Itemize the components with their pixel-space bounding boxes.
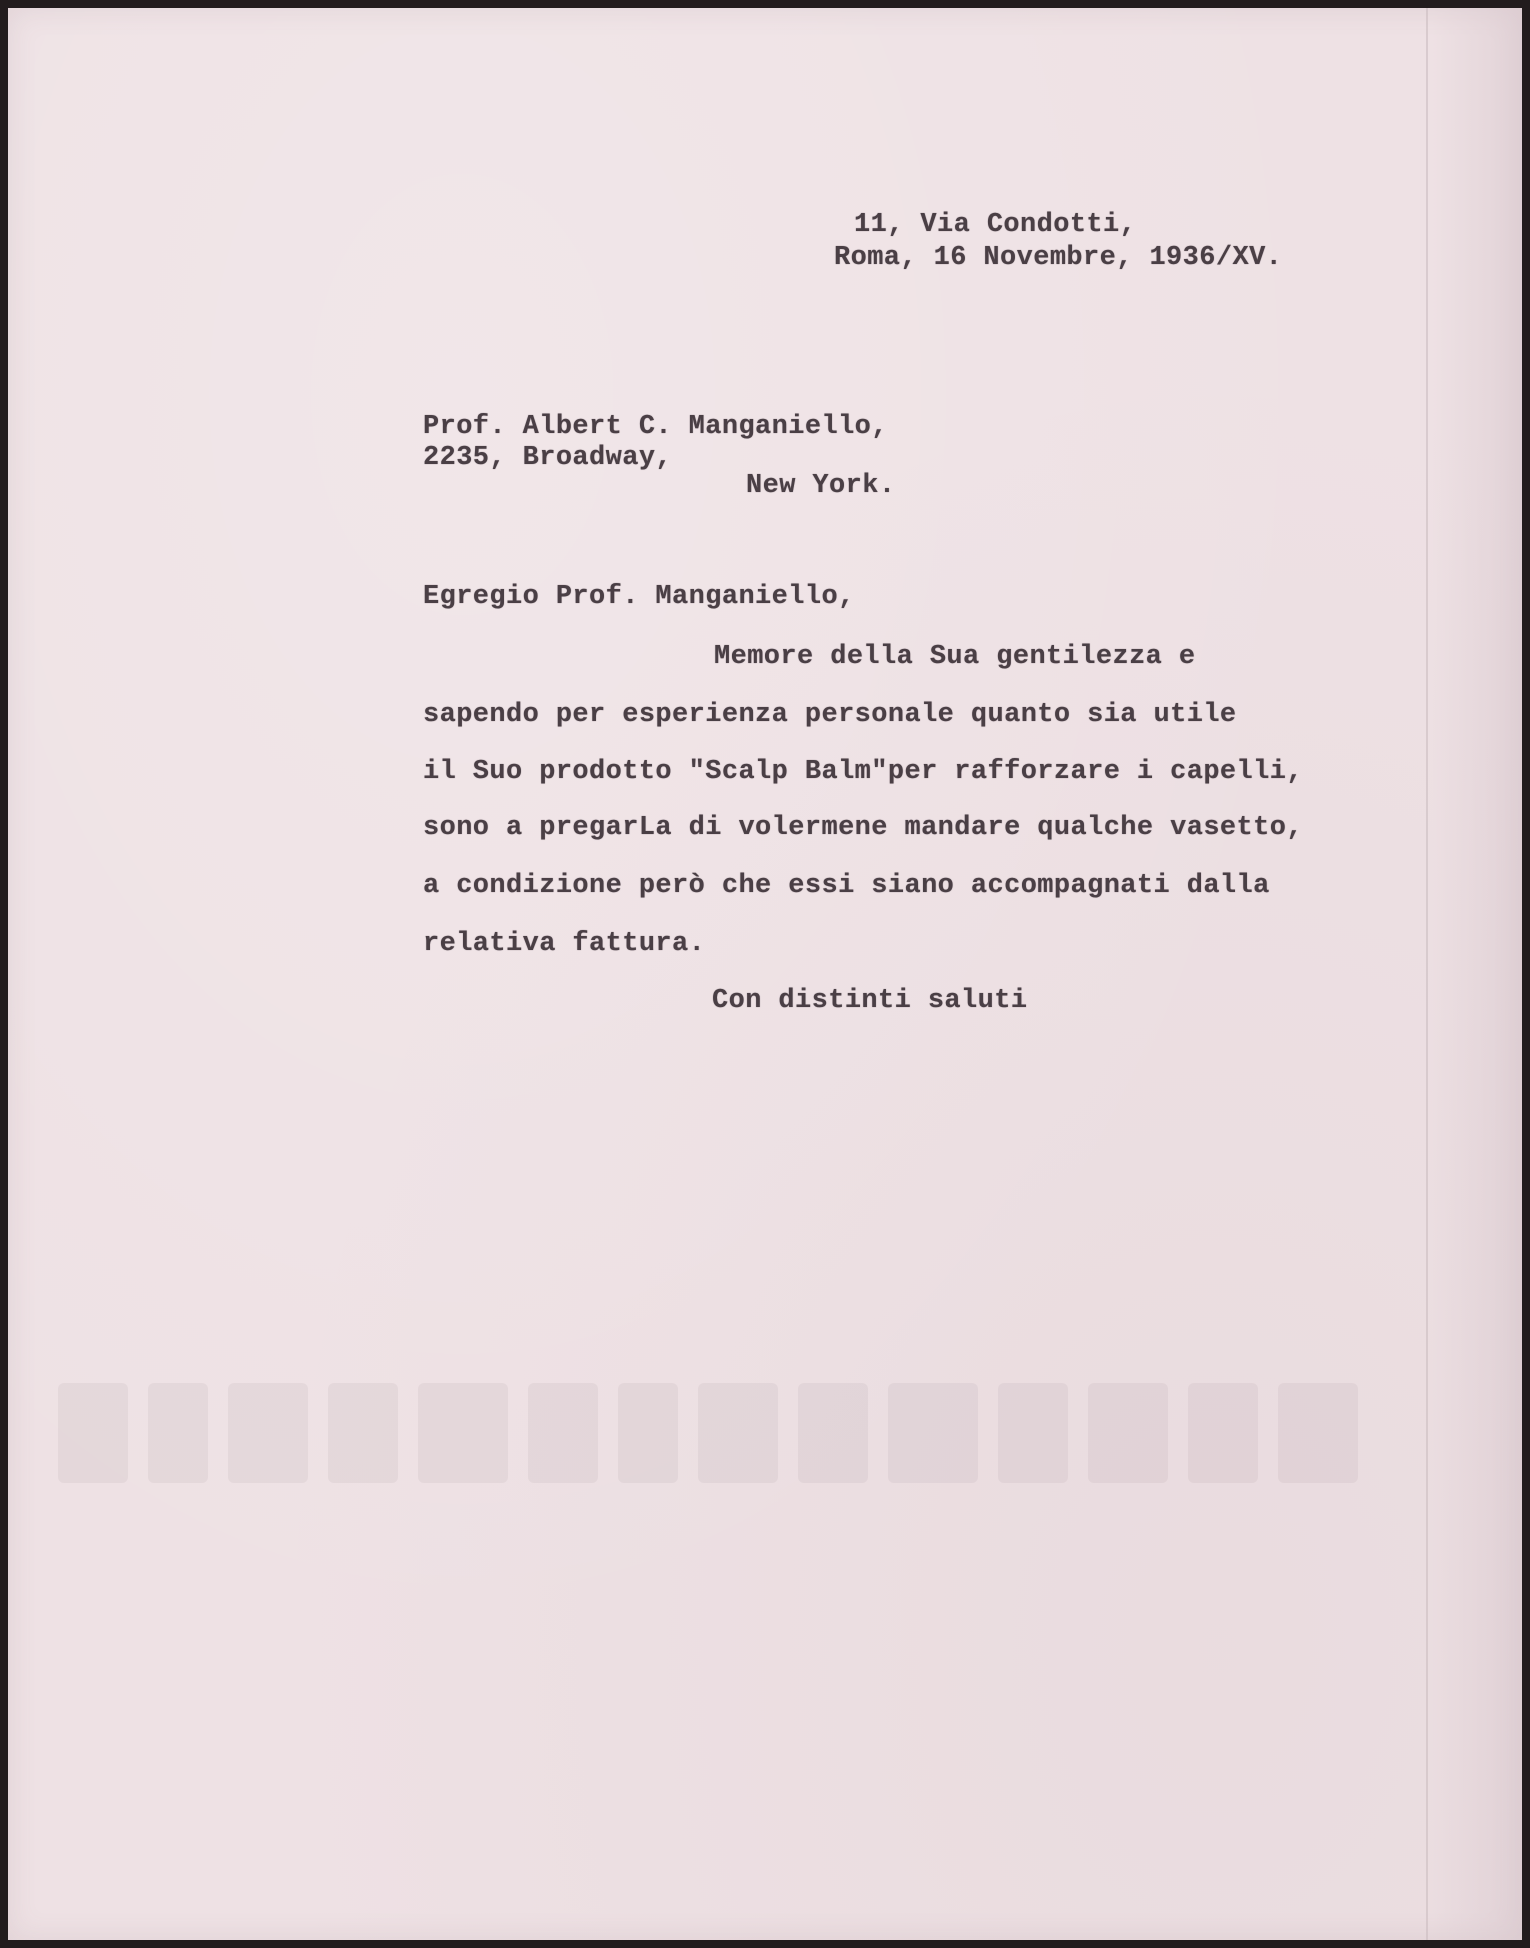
paper-fold-line — [1426, 8, 1428, 1940]
body-line: Memore della Sua gentilezza e — [714, 642, 1196, 672]
salutation: Egregio Prof. Manganiello, — [423, 582, 855, 612]
body-line: sono a pregarLa di volermene mandare qualche vasetto, — [423, 813, 1303, 843]
body-line: il Suo prodotto "Scalp Balm"per rafforzare i capelli, — [423, 757, 1303, 787]
body-line: relativa fattura. — [423, 929, 706, 959]
recipient-street: 2235, Broadway, — [423, 443, 673, 473]
sender-address-line1: 11, Via Condotti, — [854, 210, 1137, 240]
reverse-side-letterhead-bleed — [58, 1373, 1368, 1493]
body-line: a condizione però che essi siano accompagnati dalla — [423, 871, 1270, 901]
closing: Con distinti saluti — [712, 986, 1028, 1016]
paper-edge-shading — [1432, 8, 1522, 1940]
body-line: sapendo per esperienza personale quanto sia utile — [423, 700, 1237, 730]
recipient-city: New York. — [746, 471, 896, 501]
sender-address-date-line: Roma, 16 Novembre, 1936/XV. — [834, 243, 1283, 273]
letter-sheet — [8, 8, 1522, 1940]
recipient-name: Prof. Albert C. Manganiello, — [423, 412, 888, 442]
